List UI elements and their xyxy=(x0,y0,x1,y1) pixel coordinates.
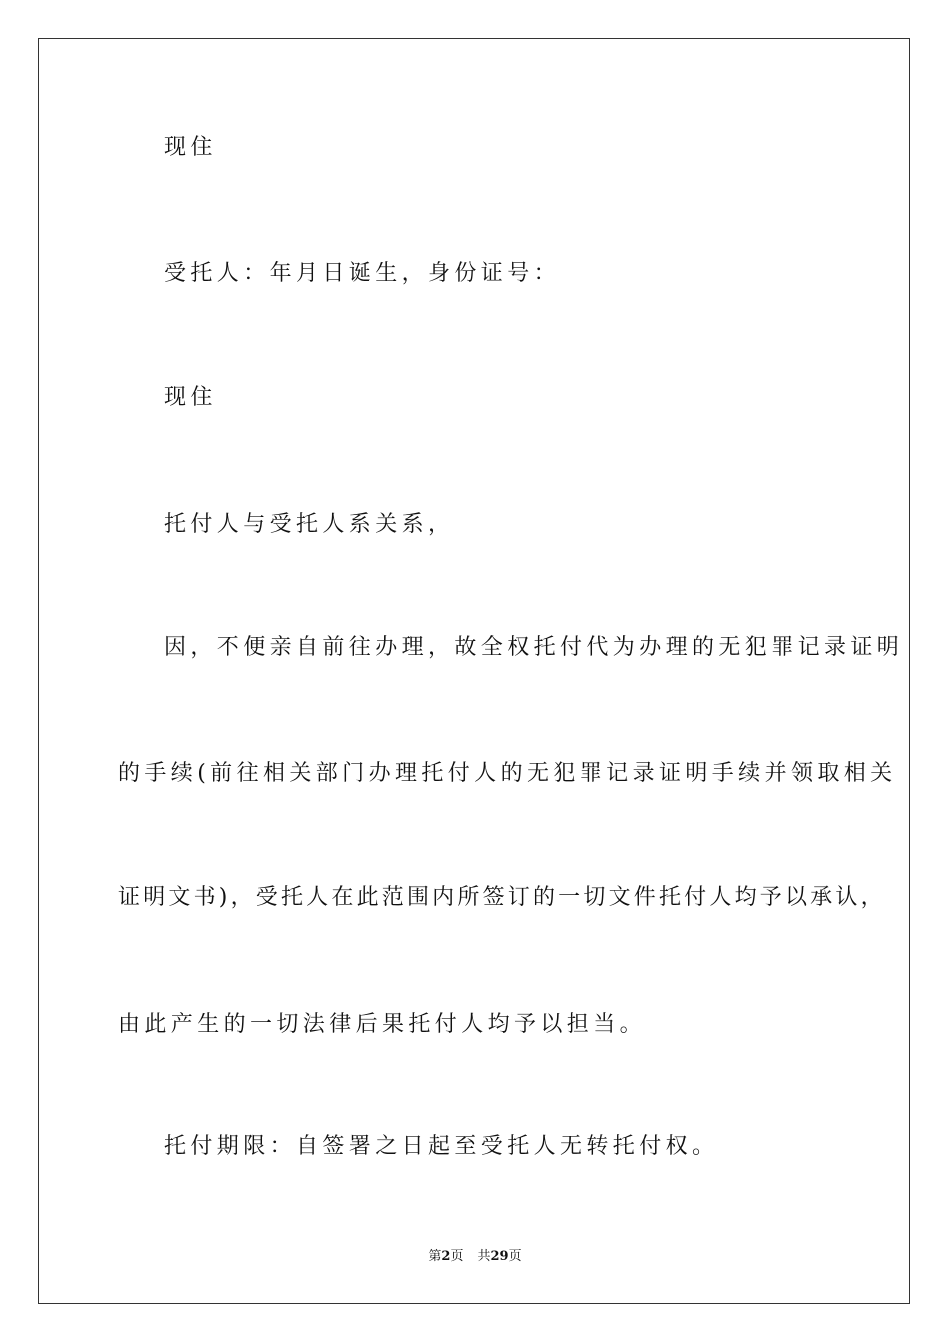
page-suffix: 页 xyxy=(450,1249,464,1264)
paragraph-current-address-1: 现住 xyxy=(164,135,217,160)
paragraph-authorization-line-2: 的手续(前往相关部门办理托付人的无犯罪记录证明手续并领取相关 xyxy=(118,761,897,786)
page-number: 2 xyxy=(441,1249,451,1264)
paragraph-authorization-line-3: 证明文书)，受托人在此范围内所签订的一切文件托付人均予以承认， xyxy=(118,885,886,910)
paragraph-current-address-2: 现住 xyxy=(164,385,217,410)
paragraph-relationship: 托付人与受托人系关系， xyxy=(164,512,455,537)
total-prefix: 共 xyxy=(477,1249,491,1264)
total-pages: 29 xyxy=(490,1249,509,1264)
page-prefix: 第 xyxy=(428,1249,442,1264)
paragraph-authorization-period: 托付期限：自签署之日起至受托人无转托付权。 xyxy=(164,1134,719,1159)
paragraph-trustee-info: 受托人：年月日诞生，身份证号： xyxy=(164,261,561,286)
paragraph-authorization-line-1: 因，不便亲自前往办理，故全权托付代为办理的无犯罪记录证明 xyxy=(164,635,904,660)
page-footer xyxy=(0,1248,950,1266)
page-border xyxy=(38,38,910,1304)
total-suffix: 页 xyxy=(508,1249,522,1264)
paragraph-authorization-line-4: 由此产生的一切法律后果托付人均予以担当。 xyxy=(118,1012,647,1037)
